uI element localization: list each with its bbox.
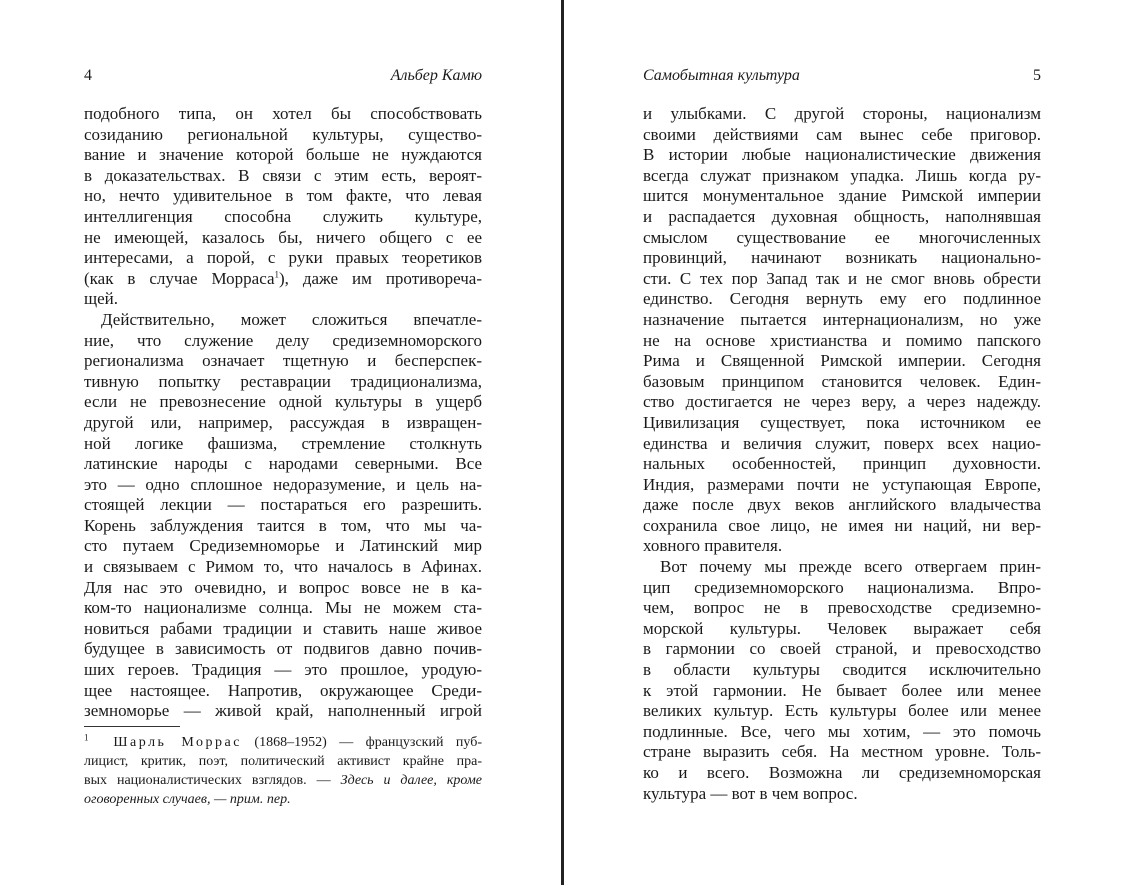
text-line: смыслом существование ее многочисленных — [643, 227, 1041, 247]
left-body-text — [84, 104, 482, 722]
text-line: другой или, например, рассуждая в извращен- — [84, 412, 482, 432]
text-line: в области культуры сводится исключительно — [643, 660, 1041, 680]
text-line: Корень заблуждения таится в том, что мы ча- — [84, 515, 482, 535]
text-line: даже после двух веков английского владычества — [643, 495, 1041, 515]
footnote-line: оговоренных случаев, — прим. пер. — [84, 792, 291, 807]
text-line: подлинные. Все, чего мы хотим, — это помочь — [643, 721, 1041, 741]
text-line: нальных особенностей, принцип духовности. — [643, 454, 1041, 474]
text-line: Рима и Священной Римской империи. Сегодня — [643, 351, 1041, 371]
text-line: к этой гармонии. Не бывает более или менее — [643, 680, 1041, 700]
text-line: цип средиземноморского национализма. Впро- — [643, 577, 1041, 597]
footnote-line — [84, 771, 482, 790]
text-line: не на основе христианства и помимо папского — [643, 330, 1041, 350]
text-line: щей. — [84, 289, 118, 309]
text-line: культура — вот в чем вопрос. — [643, 783, 858, 803]
text-line: провинций, начинают возникать национально- — [643, 248, 1041, 268]
page-number-left: 4 — [84, 67, 92, 84]
text-line: в доказательствах. В связи с этим есть, вероят- — [84, 165, 482, 185]
text-line: единство. Сегодня вернуть ему его подлинное — [643, 289, 1041, 309]
text-line: Вот почему мы прежде всего отвергаем прин- — [660, 557, 1041, 577]
right-running-head — [643, 66, 1041, 86]
text-line: и улыбками. С другой стороны, национализм — [643, 104, 1041, 123]
running-title-left: Альбер Камю — [390, 67, 482, 84]
footnote-line — [84, 733, 482, 752]
text-segment: ), даже им противореча- — [279, 268, 482, 288]
text-line: шится монументальное здание Римской империи — [643, 186, 1041, 206]
page-number-right: 5 — [1033, 67, 1041, 84]
text-line: щее настоящее. Напротив, окружающее Среди- — [84, 680, 482, 700]
left-page — [84, 0, 482, 885]
text-line: и связываем с Римом то, что началось в Афинах. — [84, 557, 482, 577]
text-line: Цивилизация существует, пока источником ее — [643, 412, 1041, 432]
footnote-name: Шарль Моррас — [113, 735, 242, 750]
text-line: ко и всего. Возможна ли средиземноморская — [643, 763, 1041, 782]
footnote — [84, 733, 482, 809]
text-line: подобного типа, он хотел бы способствовать — [84, 104, 482, 123]
text-segment: (как в случае Морраса — [84, 268, 275, 288]
text-line: морской культуры. Человек выражает себя — [643, 618, 1041, 638]
text-line: регионализма означает тщетную и бесперспек- — [84, 351, 482, 371]
text-line: Для нас это очевидно, и вопрос вовсе не в ка- — [84, 577, 482, 597]
text-line: латинские народы с народами северными. Все — [84, 454, 482, 474]
left-running-head — [84, 66, 482, 86]
text-line: стоящей лекции — постараться его разрешить. — [84, 495, 482, 515]
text-line: ком-то национализме солнца. Мы не можем ста- — [84, 598, 482, 618]
right-page — [643, 0, 1041, 885]
text-line: но, нечто удивительное в том факте, что левая — [84, 186, 482, 206]
text-line: созиданию региональной культуры, существо- — [84, 124, 482, 144]
text-line: ство достигается не через веру, а через надежду. — [643, 392, 1041, 412]
text-line: ной логике фашизма, стремление столкнуть — [84, 433, 482, 453]
text-line: сти. С тех пор Запад так и не смог вновь обрести — [643, 268, 1041, 288]
right-body-text — [643, 104, 1041, 804]
footnote-text: (1868–1952) — французский пуб- — [254, 735, 482, 750]
running-title-right: Самобытная культура — [643, 67, 800, 84]
footnote-divider — [84, 726, 180, 727]
footnote-line: лицист, критик, поэт, политический активист крайне пра- — [84, 754, 482, 769]
text-line: не имеющей, казалось бы, ничего общего с ее — [84, 227, 482, 247]
text-line: своими действиями сам вынес себе приговор. — [643, 124, 1041, 144]
text-line: ших героев. Традиция — это прошлое, уродую- — [84, 660, 482, 680]
text-line: Действительно, может сложиться впечатле- — [101, 309, 482, 329]
text-line: стране выразить себя. На местном уровне. Толь- — [643, 742, 1041, 762]
text-line: ние, что служение делу средиземноморского — [84, 330, 482, 350]
text-line: В истории любые националистические движения — [643, 145, 1041, 165]
text-line: чем, вопрос не в превосходстве средиземно- — [643, 598, 1041, 618]
footnote-text: вых националистических взглядов. — — [84, 773, 341, 788]
footnote-mark: 1 — [84, 733, 89, 743]
text-line: великих культур. Есть культуры более или менее — [643, 701, 1041, 721]
text-line: и распадается духовная общность, наполнявшая — [643, 206, 1041, 226]
text-line: это — одно сплошное недоразумение, и цель на- — [84, 474, 482, 494]
text-line: назначение пытается интернационализм, но уже — [643, 309, 1041, 329]
page-gutter-divider — [561, 0, 564, 885]
text-line: сохранила свое лицо, не имея ни наций, ни вер- — [643, 515, 1041, 535]
text-line: интересами, а порой, с руки правых теоретиков — [84, 248, 482, 268]
text-line: единства и величия служит, поверх всех нацио- — [643, 433, 1041, 453]
text-line: будущее в зависимость от подвигов давно почив- — [84, 639, 482, 659]
text-line: новиться рабами традиции и ставить наше живое — [84, 618, 482, 638]
text-line-with-footnote — [84, 269, 482, 290]
text-line: в гармонии со своей страной, и превосходство — [643, 639, 1041, 659]
text-line: всегда служат признаком упадка. Лишь когда ру- — [643, 165, 1041, 185]
text-line: сто путаем Средиземноморье и Латинский мир — [84, 536, 482, 556]
text-line: ховного правителя. — [643, 536, 783, 556]
text-line: Индия, размерами почти не уступающая Европе, — [643, 474, 1041, 494]
text-line: интеллигенция способна служить культуре, — [84, 206, 482, 226]
footnote-reference[interactable]: 1 — [274, 269, 279, 280]
text-line: земноморье — живой край, наполненный игрой — [84, 701, 482, 721]
footnote-italic-text: Здесь и далее, кроме — [340, 773, 482, 788]
text-line: базовым принципом становится человек. Един- — [643, 371, 1041, 391]
text-line: тивную попытку реставрации традиционализма, — [84, 371, 482, 391]
text-line: если не превознесение одной культуры в ущерб — [84, 392, 482, 412]
text-line: вание и значение которой больше не нуждаются — [84, 145, 482, 165]
